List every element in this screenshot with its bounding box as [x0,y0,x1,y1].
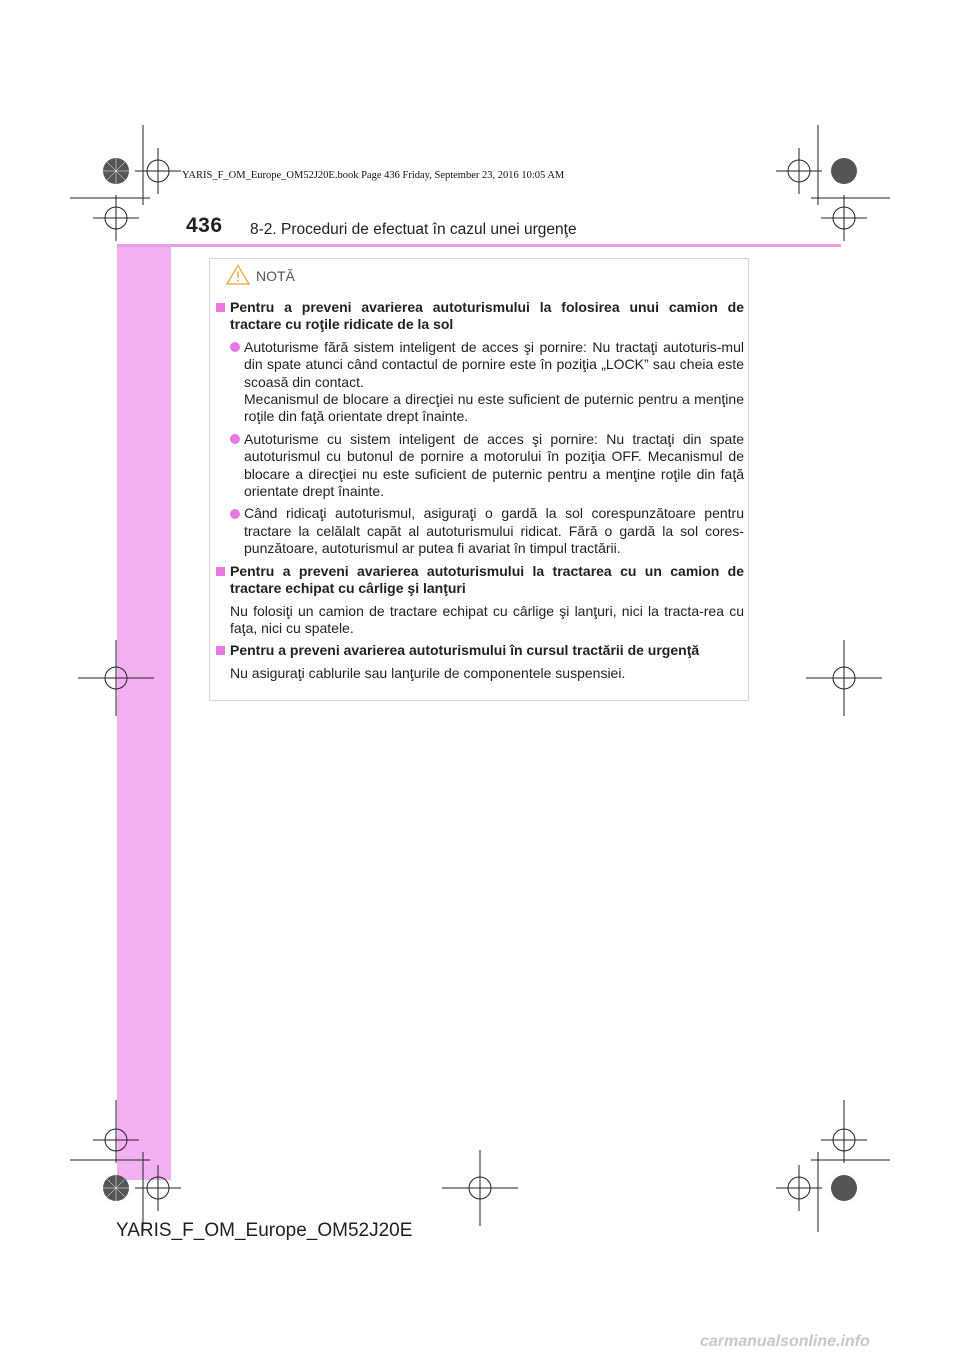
watermark: carmanualsonline.info [700,1333,870,1350]
square-bullet-icon [216,567,225,576]
list-item: Autoturisme fără sistem inteligent de acces şi pornire: Nu tractaţi autoturis-mul din spate atunci când contactul de pornire este în poziţia „LOCK” sau cheia este scoasă din contact. Mecanismul de blocare a direcţiei nu este suficient de puternic pentru a menţine roţile din faţă orientate drept înainte. [216,339,744,426]
note-paragraph: Nu asiguraţi cablurile sau lanţurile de componentele suspensiei. [230,664,626,681]
note-box [209,258,749,701]
square-bullet-icon [216,303,225,312]
list-item: Autoturisme cu sistem inteligent de acces şi pornire: Nu tractaţi din spate autoturismul cu butonul de pornire a motorului în poziţia OFF. Mecanismul de blocare a direcţiei nu este suficient de puternic pentru a menţine roţile din faţă orientate drept înainte. [216,431,744,501]
circle-bullet-icon [230,342,240,352]
footer-code: YARIS_F_OM_Europe_OM52J20E [116,1220,413,1241]
note-section-heading: Pentru a preveni avarierea autoturismului la folosirea unui camion de tractare cu roţile ridicate de la sol [216,299,744,334]
note-header [226,264,295,285]
note-section-heading: Pentru a preveni avarierea autoturismului în cursul tractării de urgenţă [216,642,744,659]
page-number: 436 [186,214,223,237]
list-item: Când ridicaţi autoturismul, asiguraţi o gardă la sol corespunzătoare pentru tractare la celălalt capăt al autoturismului ridicat. Fără o gardă la sol cores-punzătoare, autoturismul ar putea fi avariat în timpul tractării. [216,505,744,557]
square-bullet-icon [216,646,225,655]
note-section-heading: Pentru a preveni avarierea autoturismului la tractarea cu un camion de tractare echipat cu cârlige şi lanţuri [216,563,744,598]
book-info: YARIS_F_OM_Europe_OM52J20E.book Page 436 Friday, September 23, 2016 10:05 AM [182,170,565,181]
side-tab [117,246,171,1180]
header-rule [117,244,841,247]
circle-bullet-icon [230,434,240,444]
note-body [216,299,744,687]
note-paragraph: Nu folosiţi un camion de tractare echipat cu cârlige şi lanţuri, nici la tracta-rea cu faţa, nici cu spatele. [230,602,744,636]
section-title: 8-2. Proceduri de efectuat în cazul unei urgenţe [250,221,577,238]
circle-bullet-icon [230,509,240,519]
warning-triangle-icon [226,264,250,285]
note-label: NOTĂ [256,267,295,284]
